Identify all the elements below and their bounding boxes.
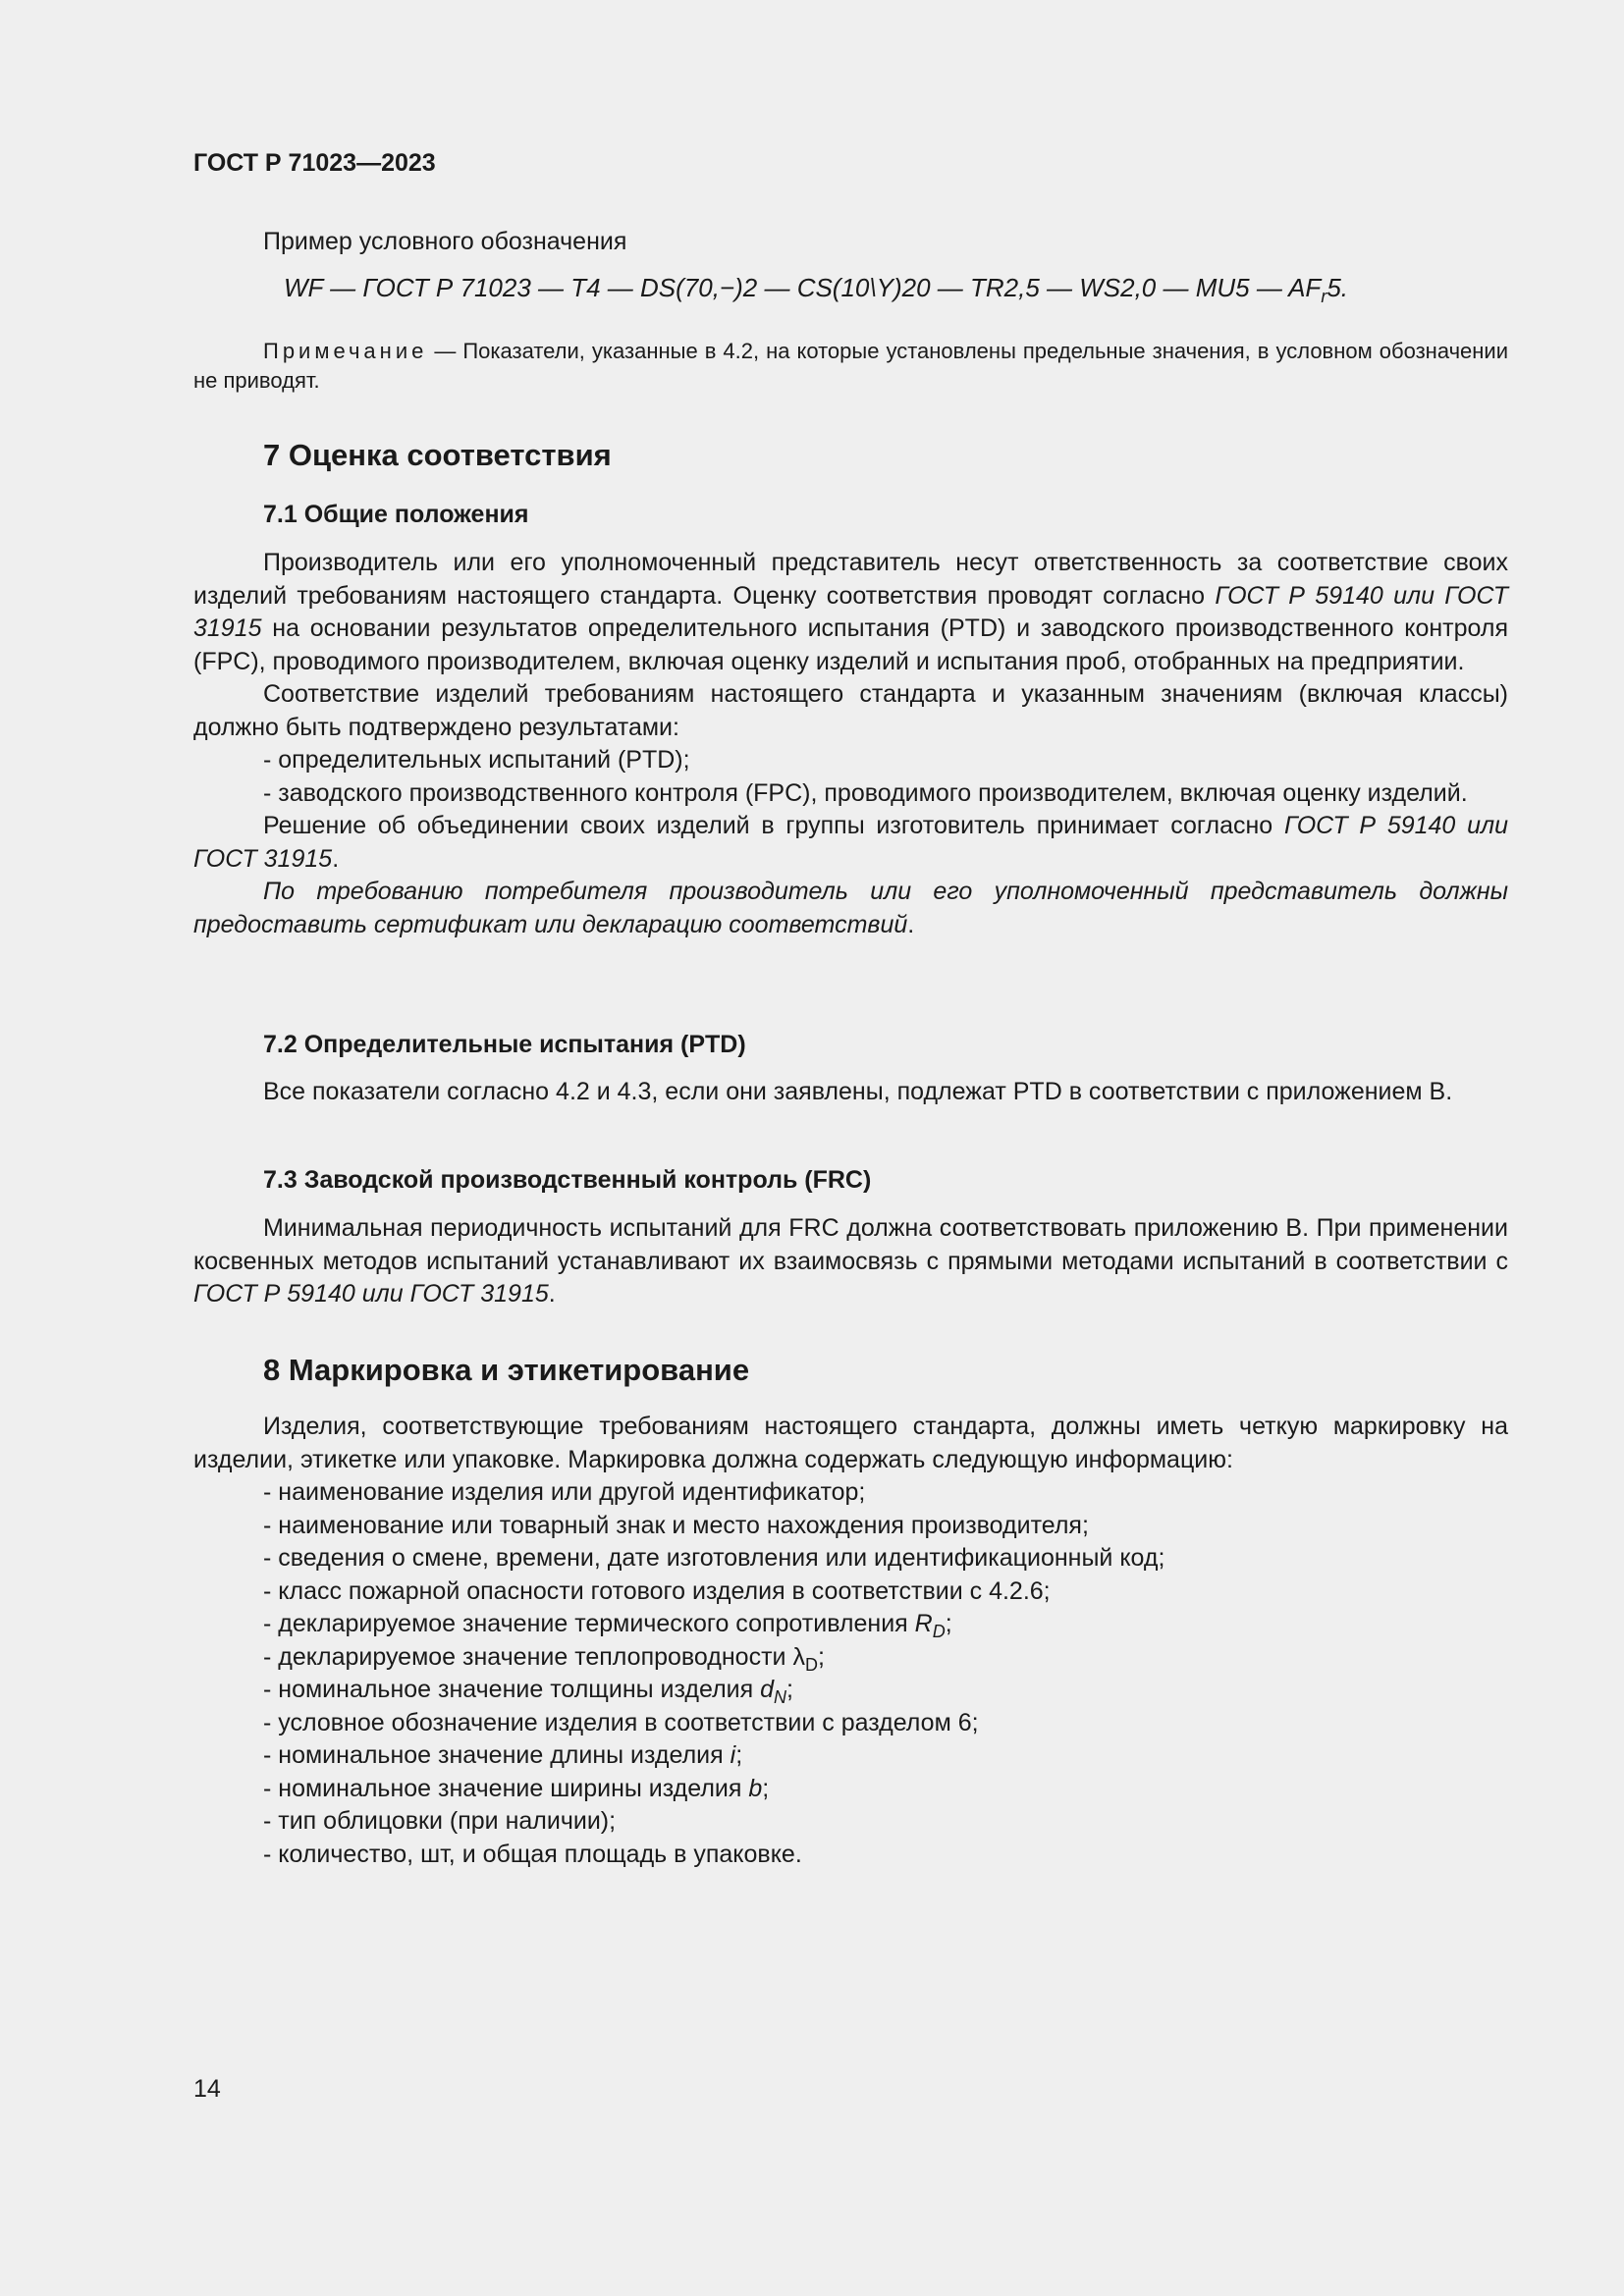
math-subscript: D [804, 1654, 818, 1675]
paragraph-text: Минимальная периодичность испытаний для FRC должна соответствовать приложению B. При применении косвенных методов испытаний устанавливают их взаимосвязь с прямыми методами испытаний в соответствии с [193, 1214, 1508, 1275]
standard-reference: ГОСТ Р 59140 или ГОСТ 31915 [193, 812, 1508, 873]
standard-reference: ГОСТ Р 59140 или ГОСТ 31915 [193, 1280, 549, 1308]
paragraph-text: на основании результатов определительного испытания (PTD) и заводского производственного контроля (FPC), проводимого производителем, включая оценку изделий и испытания проб, отобранных на предприятии. [193, 614, 1508, 675]
list-item: - сведения о смене, времени, дате изготовления или идентификационный код; [263, 1544, 1165, 1572]
list-item: - заводского производственного контроля (FPC), проводимого производителем, включая оценку изделий. [263, 778, 1468, 807]
section-8-heading: 8 Маркировка и этикетирование [263, 1353, 750, 1387]
list-item-text: - декларируемое значение теплопроводности [263, 1642, 793, 1671]
section-7-1-heading: 7.1 Общие положения [263, 501, 529, 528]
note-label: Примечание [263, 339, 428, 363]
designation-subscript: r [1321, 287, 1327, 306]
note-text: — Показатели, указанные в 4.2, на которые установлены предельные значения, в условном обозначении не приводят. [193, 339, 1508, 393]
paragraph-italic-text: По требованию потребителя производитель или его уполномоченный представитель должны предоставить сертификат или декларацию соответствий [193, 878, 1508, 938]
standard-reference: ГОСТ Р 59140 или ГОСТ 31915 [193, 581, 1508, 642]
section-7-heading: 7 Оценка соответствия [263, 438, 612, 472]
list-item [193, 1739, 1508, 1773]
paragraph-text: . [548, 1280, 556, 1308]
math-subscript: N [774, 1687, 787, 1707]
designation-main: WF — ГОСТ Р 71023 — T4 — DS(70,−)2 — CS(10\Y)20 — TR2,5 — WS2,0 — MU5 — AF [284, 273, 1322, 302]
example-designation [193, 273, 1348, 306]
list-item-text: - номинальное значение толщины изделия [263, 1676, 761, 1703]
section-7-1-paragraph-4 [193, 876, 1508, 941]
paragraph-text: Решение об объединении своих изделий в группы изготовитель принимает согласно [263, 812, 1284, 839]
list-item-text: ; [735, 1741, 743, 1769]
document-header: ГОСТ Р 71023—2023 [193, 149, 436, 177]
list-item-text: - номинальное значение длины изделия [263, 1741, 731, 1769]
list-item-text: ; [945, 1610, 952, 1637]
paragraph-text: . [907, 910, 915, 938]
list-item: - количество, шт, и общая площадь в упаковке. [263, 1840, 802, 1868]
math-symbol: i [730, 1741, 736, 1769]
math-subscript: D [932, 1622, 946, 1641]
list-item [193, 1641, 1508, 1675]
section-7-3-paragraph [193, 1212, 1508, 1311]
section-7-2-paragraph: Все показатели согласно 4.2 и 4.3, если они заявлены, подлежат PTD в соответствии с приложением B. [263, 1078, 1453, 1105]
list-item [193, 1674, 1508, 1707]
section-7-3-heading: 7.3 Заводской производственный контроль (FRC) [263, 1166, 872, 1194]
section-7-1-body [193, 547, 1508, 941]
section-8-body [193, 1411, 1508, 1871]
math-symbol: λ [792, 1642, 805, 1671]
list-item-text: ; [786, 1676, 793, 1703]
list-item-text: ; [762, 1774, 770, 1802]
list-item-text: - декларируемое значение термического сопротивления [263, 1610, 915, 1637]
list-item [193, 1608, 1508, 1641]
page-number: 14 [193, 2075, 221, 2103]
list-item: - наименование изделия или другой идентификатор; [263, 1478, 866, 1506]
list-item-text: ; [817, 1642, 825, 1671]
example-label: Пример условного обозначения [263, 228, 627, 255]
section-7-1-paragraph-2: Соответствие изделий требованиям настоящего стандарта и указанным значениям (включая классы) должно быть подтверждено результатами: [193, 680, 1508, 741]
list-item-text: - номинальное значение ширины изделия [263, 1774, 749, 1802]
section-7-1-paragraph-3 [193, 810, 1508, 876]
math-symbol: d [760, 1676, 775, 1703]
designation-end: 5. [1326, 273, 1348, 302]
section-7-2-heading: 7.2 Определительные испытания (PTD) [263, 1031, 746, 1058]
paragraph-text: . [332, 844, 340, 873]
note-paragraph [193, 337, 1508, 396]
list-item: - класс пожарной опасности готового изделия в соответствии с 4.2.6; [263, 1576, 1051, 1605]
list-item: - тип облицовки (при наличии); [263, 1807, 617, 1835]
list-item: - наименование или товарный знак и место нахождения производителя; [263, 1511, 1089, 1539]
list-item: - определительных испытаний (PTD); [263, 746, 690, 774]
paragraph-text: Производитель или его уполномоченный представитель несут ответственность за соответствие своих изделий требованиям настоящего стандарта. Оценку соответствия проводят согласно [193, 549, 1508, 610]
list-item: - условное обозначение изделия в соответствии с разделом 6; [263, 1708, 979, 1736]
list-item [193, 1773, 1508, 1806]
math-symbol: R [914, 1610, 933, 1637]
section-8-intro: Изделия, соответствующие требованиям настоящего стандарта, должны иметь четкую маркировку на изделии, этикетке или упаковке. Маркировка должна содержать следующую информацию: [193, 1413, 1508, 1473]
section-7-1-paragraph-1 [193, 547, 1508, 678]
math-symbol: b [748, 1774, 763, 1802]
